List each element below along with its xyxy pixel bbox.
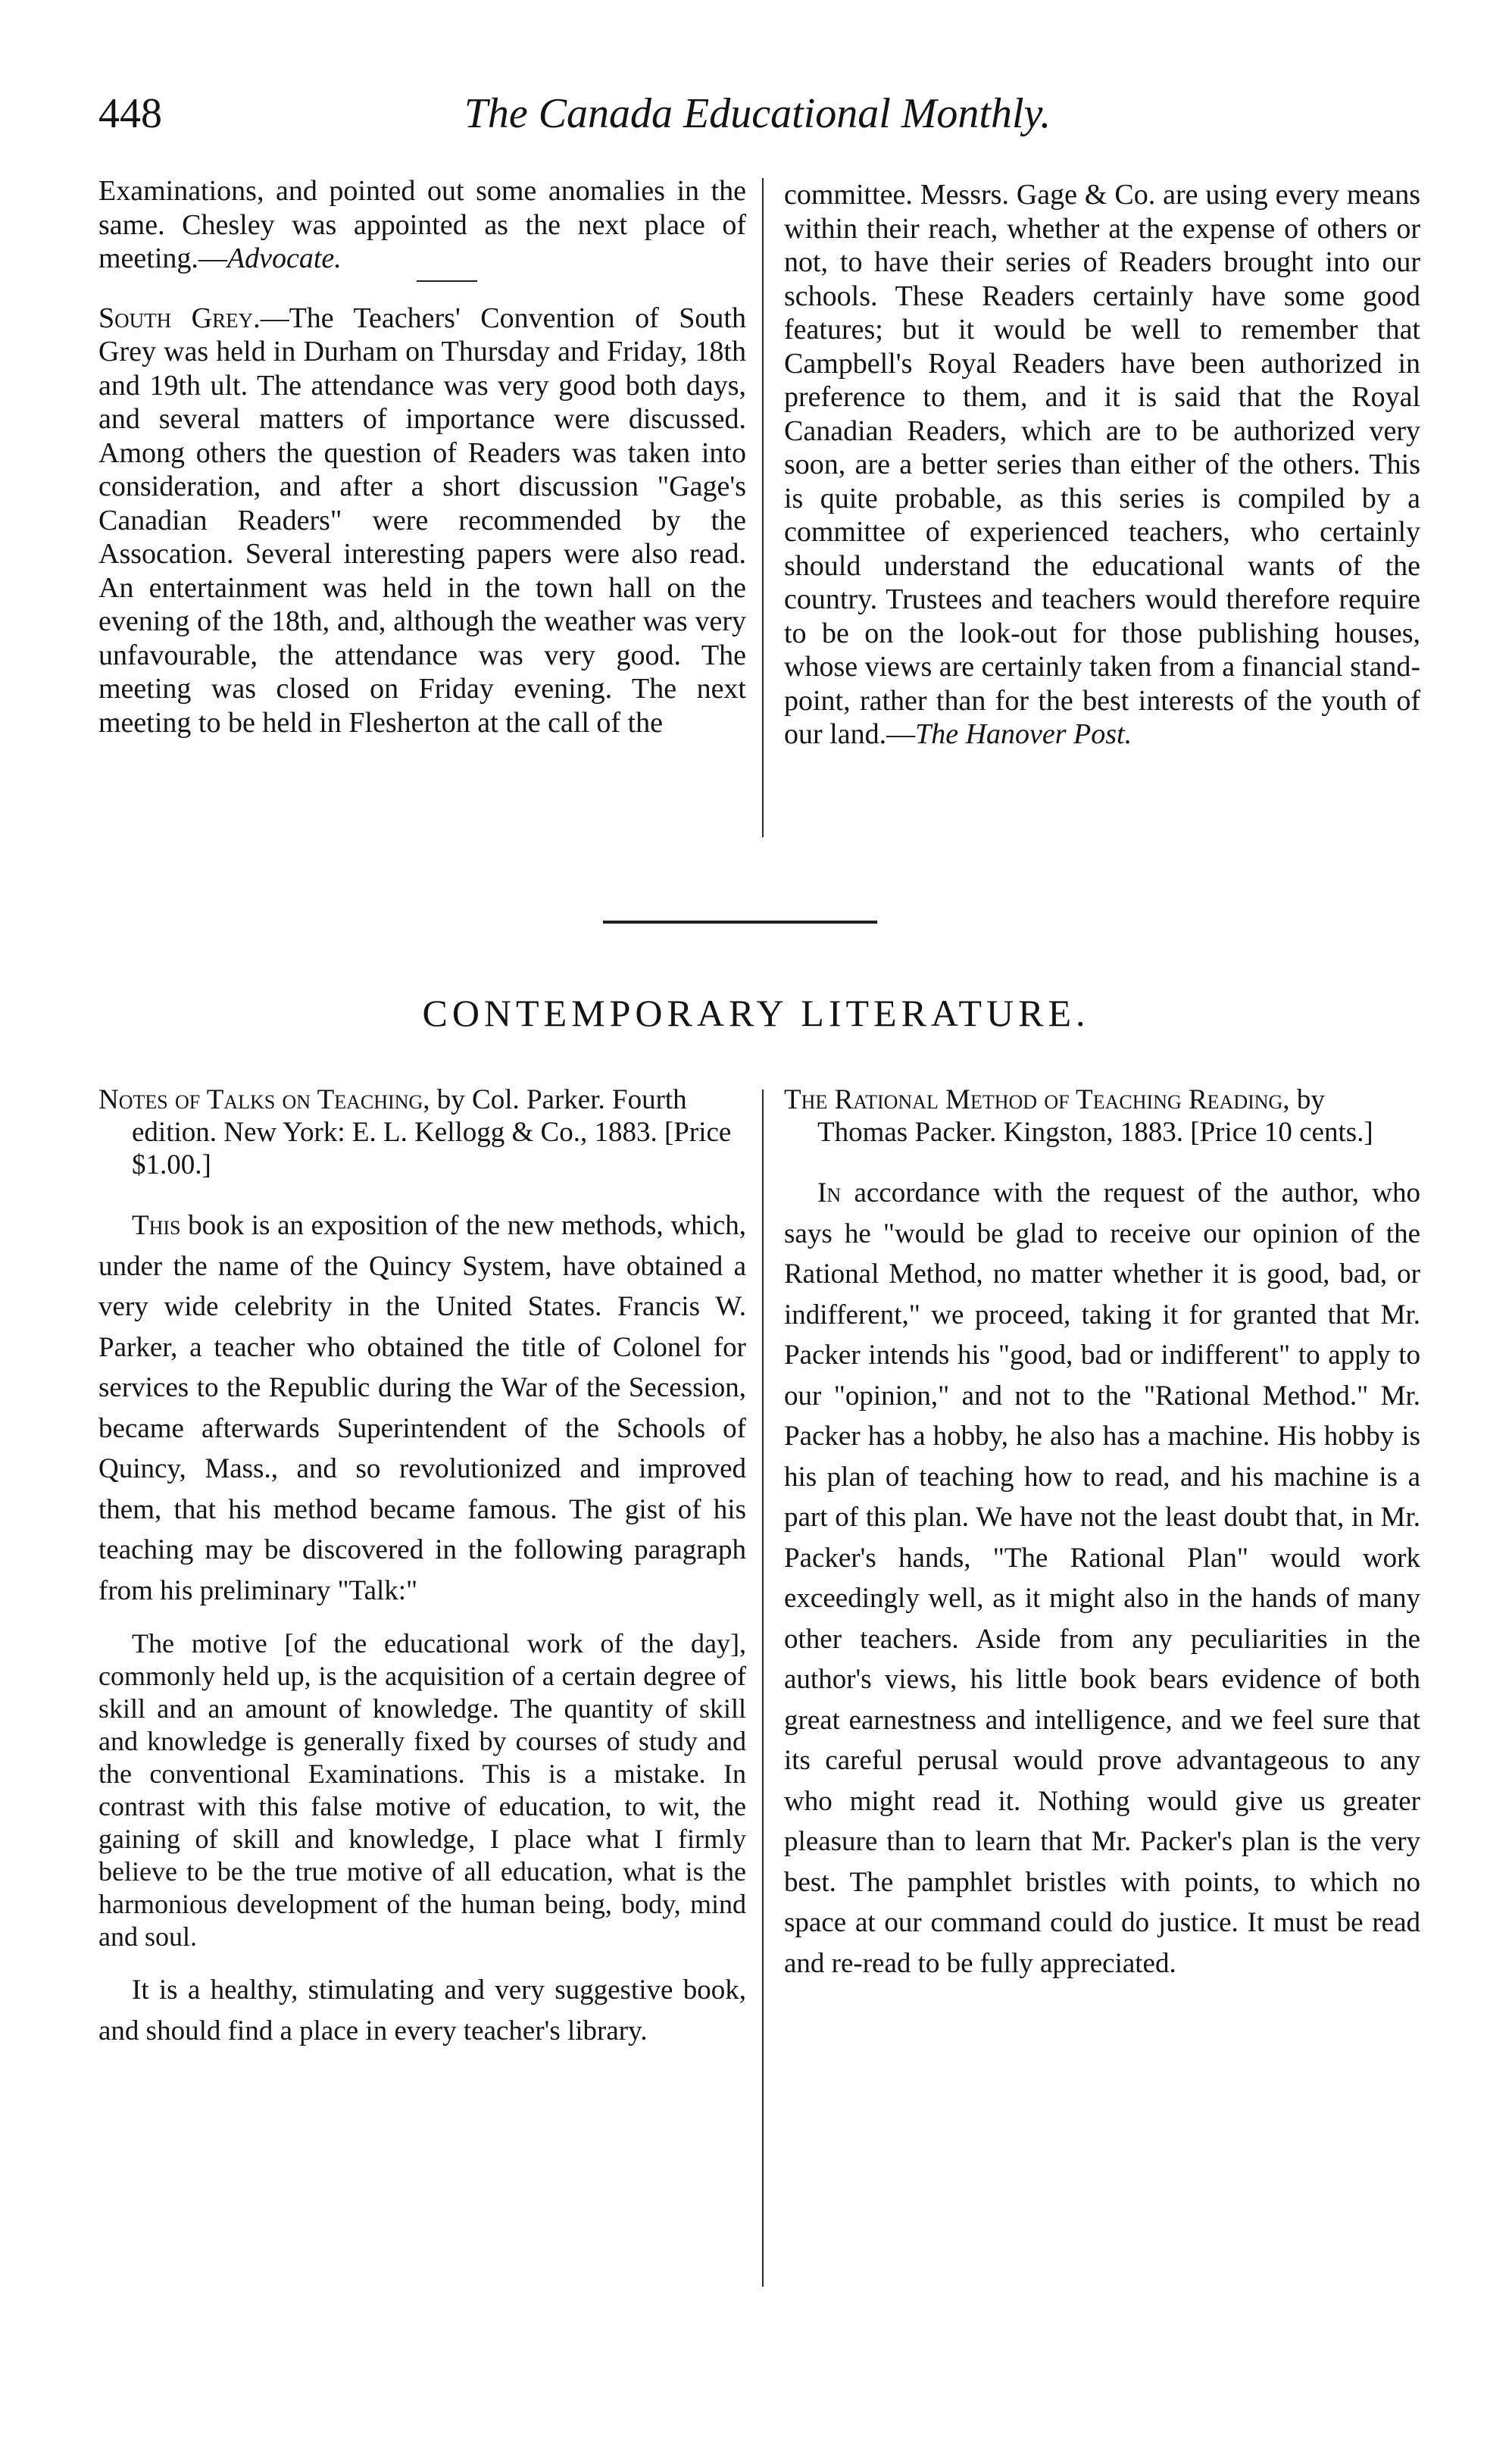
section-title: CONTEMPORARY LITERATURE. xyxy=(422,992,1090,1034)
review-paragraph xyxy=(98,1205,746,1611)
top-left-column xyxy=(98,174,746,739)
running-title: The Canada Educational Monthly. xyxy=(464,90,1051,137)
paragraph-committee xyxy=(784,178,1420,752)
review-paragraph xyxy=(784,1173,1420,1984)
paragraph-south-grey xyxy=(98,302,746,740)
bottom-left-column xyxy=(98,1083,746,2051)
paragraph-text: Examinations, and pointed out some anomalies in the same. Chesley was appointed as the next place of meeting.— xyxy=(98,175,746,274)
column-divider-top xyxy=(762,178,764,837)
review-conclusion: It is a healthy, stimulating and very suggestive book, and should find a place in every teacher's library. xyxy=(98,1974,746,2046)
citation-details: by Thomas Packer. Kingston, 1883. [Price 10 cents.] xyxy=(817,1084,1373,1148)
block-quote: The motive [of the educational work of the day], commonly held up, is the acquisition of a certain degree of skill and an amount of knowledge. The quantity of skill and knowledge is generally fixed by courses of study and the conventional Examinations. This is a mistake. In contrast with this false motive of education, to wit, the gaining of skill and knowledge, I place what I firmly believe to be the true motive of all education, what is the harmonious development of the human being, body, mind and soul. xyxy=(98,1628,746,1952)
source-credit: The Hanover Post. xyxy=(915,718,1132,750)
paragraph-divider xyxy=(417,280,477,282)
source-credit: Advocate. xyxy=(226,242,342,274)
book-citation xyxy=(784,1083,1420,1149)
citation-details: by Col. Parker. Fourth edition. New York: E. L. Kellogg & Co., 1883. [Price $1.00.] xyxy=(132,1084,732,1180)
bottom-right-column xyxy=(784,1083,1420,1984)
paragraph-text: committee. Messrs. Gage & Co. are using every means within their reach, whether at the expense of others or not, to have their series of Readers brought into our schools. These Readers certainly have some good features; but it would be well to remember that Campbell's Royal Readers have been authorized in preference to them, and it is said that the Royal Canadian Readers, which are to be authorized very soon, are a better series than either of the others. This is quite probable, as this series is compiled by a committee of experienced teachers, who certainly should understand the educational wants of the country. Trustees and teachers would therefore require to be on the look-out for those publishing houses, whose views are certainly taken from a financial stand-point, rather than for the best interests of the youth of our land.— xyxy=(784,179,1420,750)
paragraph-text: —The Teachers' Convention of South Grey was held in Durham on Thursday and Friday, 18th and 19th ult. The attendance was very good both days, and several matters of importance were discussed. Among others the question of Readers was taken into consideration, and after a short discussion "Gage's Canadian Readers" were recommended by the Assocation. Several interesting papers were also read. An entertainment was held in the town hall on the evening of the 18th, and, although the weather was very unfavourable, the attendance was very good. The meeting was closed on Friday evening. The next meeting to be held in Flesherton at the call of the xyxy=(98,302,746,739)
paragraph-lead: In xyxy=(817,1177,842,1208)
book-title: The Rational Method of Teaching Reading, xyxy=(784,1084,1290,1115)
paragraph-lead: This xyxy=(132,1210,181,1241)
book-citation xyxy=(98,1083,746,1181)
paragraph-chesley xyxy=(98,174,746,276)
column-divider-bottom xyxy=(762,1090,764,2287)
book-title: Notes of Talks on Teaching, xyxy=(98,1084,430,1115)
paragraph-lead: South Grey. xyxy=(98,302,261,334)
paragraph-text: accordance with the request of the author, who says he "would be glad to receive our opinion of the Rational Method, no matter whether it is good, bad, or indifferent," we proceed, taking it for granted that Mr. Packer intends his "good, bad or indifferent" to apply to our "opinion," and not to the "Rational Method." Mr. Packer has a hobby, he also has a machine. His hobby is his plan of teaching how to read, and his machine is a part of this plan. We have not the least doubt that, in Mr. Packer's hands, "The Rational Plan" would work exceedingly well, as it might also in the hands of many other teachers. Aside from any peculiarities in the author's views, his little book bears evidence of both great earnestness and intelligence, and we feel sure that its careful perusal would prove advantageous to any who might read it. Nothing would give us greater pleasure than to learn that Mr. Packer's plan is the very best. The pamphlet bristles with points, to which no space at our command could do justice. It must be read and re-read to be fully appreciated. xyxy=(784,1177,1420,1979)
page-header xyxy=(98,87,1417,140)
paragraph-text: book is an exposition of the new methods, which, under the name of the Quincy System, have obtained a very wide celebrity in the United States. Francis W. Parker, a teacher who obtained the title of Colonel for services to the Republic during the War of the Secession, became afterwards Superintendent of the Schools of Quincy, Mass., and so revolutionized and improved them, that his method became famous. The gist of his teaching may be discovered in the following paragraph from his preliminary "Talk:" xyxy=(98,1210,746,1606)
page-number: 448 xyxy=(98,90,162,137)
top-right-column xyxy=(784,178,1420,752)
section-rule xyxy=(603,921,877,924)
